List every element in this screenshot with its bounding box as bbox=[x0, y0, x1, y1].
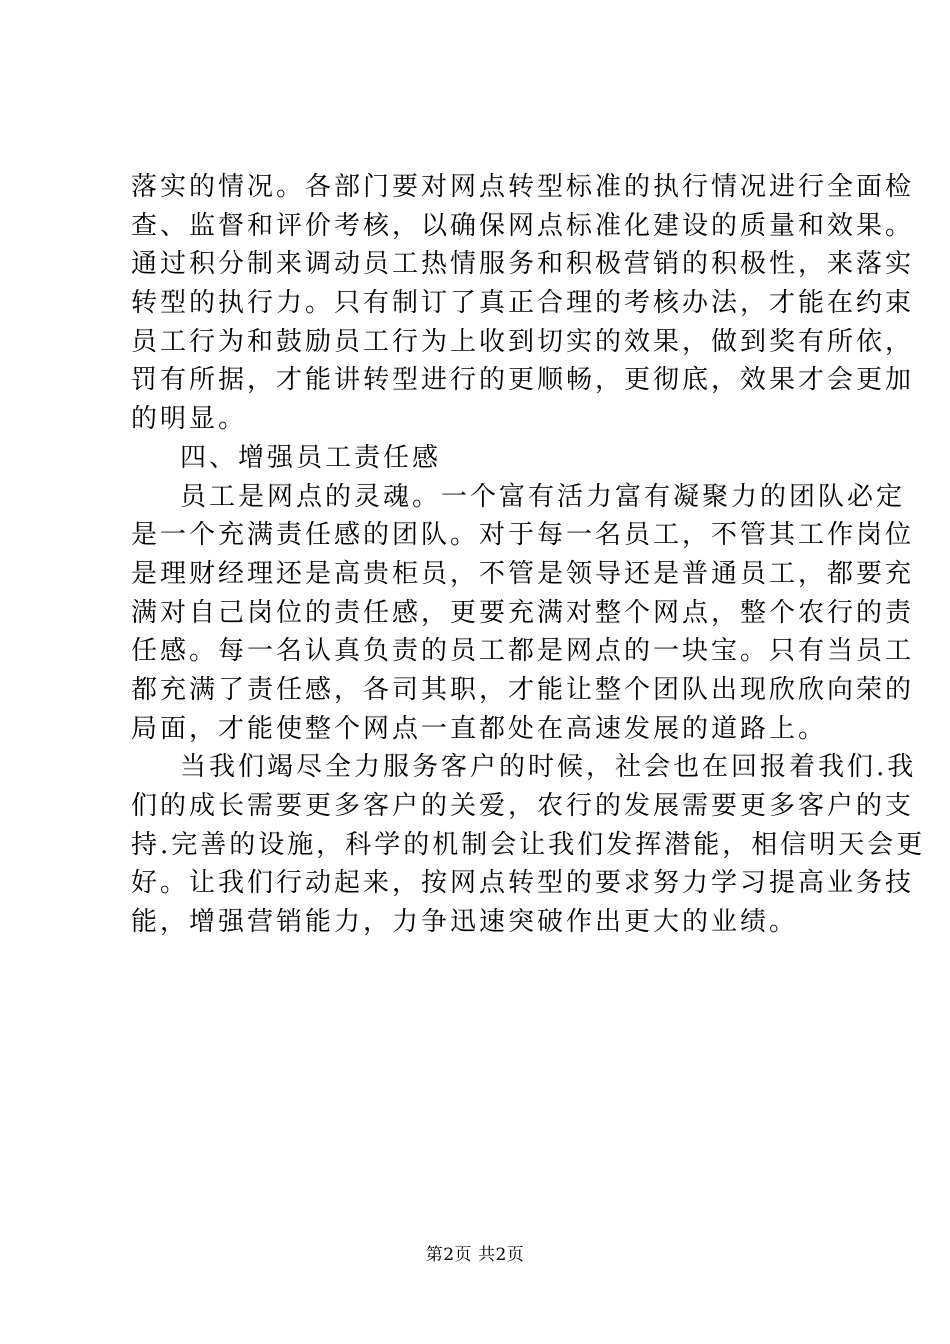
text-line: 持.完善的设施，科学的机制会让我们发挥潜能，相信明天会更 bbox=[131, 829, 926, 860]
paragraph-first-line: 员工是网点的灵魂。一个富有活力富有凝聚力的团队必定 bbox=[180, 481, 906, 512]
text-line: 通过积分制来调动员工热情服务和积极营销的积极性，来落实 bbox=[131, 249, 915, 280]
text-line: 的明显。 bbox=[131, 404, 248, 435]
text-line: 罚有所据，才能讲转型进行的更顺畅，更彻底，效果才会更加 bbox=[131, 365, 915, 396]
text-line: 任感。每一名认真负责的员工都是网点的一块宝。只有当员工 bbox=[131, 636, 915, 667]
text-line: 员工行为和鼓励员工行为上收到切实的效果，做到奖有所依， bbox=[131, 326, 915, 357]
text-line: 是一个充满责任感的团队。对于每一名员工，不管其工作岗位 bbox=[131, 520, 915, 551]
text-line: 们的成长需要更多客户的关爱，农行的发展需要更多客户的支 bbox=[131, 791, 915, 821]
text-line: 查、监督和评价考核，以确保网点标准化建设的质量和效果。 bbox=[131, 210, 915, 241]
text-line: 都充满了责任感，各司其职，才能让整个团队出现欣欣向荣的 bbox=[131, 674, 915, 705]
document-body bbox=[131, 168, 926, 942]
text-line: 满对自己岗位的责任感，更要充满对整个网点，整个农行的责 bbox=[131, 597, 915, 628]
section-heading: 四、增强员工责任感 bbox=[180, 442, 442, 473]
page-number-label: 第2页 共2页 bbox=[425, 1245, 525, 1265]
text-line: 好。让我们行动起来，按网点转型的要求努力学习提高业务技 bbox=[131, 868, 915, 899]
text-line: 落实的情况。各部门要对网点转型标准的执行情况进行全面检 bbox=[131, 172, 915, 202]
text-line: 转型的执行力。只有制订了真正合理的考核办法，才能在约束 bbox=[131, 288, 915, 319]
paragraph-first-line: 当我们竭尽全力服务客户的时候，社会也在回报着我们.我 bbox=[180, 752, 917, 783]
text-line: 能，增强营销能力，力争迅速突破作出更大的业绩。 bbox=[131, 907, 799, 938]
text-line: 局面，才能使整个网点一直都处在高速发展的道路上。 bbox=[131, 713, 828, 744]
text-line: 是理财经理还是高贵柜员，不管是领导还是普通员工，都要充 bbox=[131, 558, 915, 589]
page-footer bbox=[0, 1244, 950, 1266]
